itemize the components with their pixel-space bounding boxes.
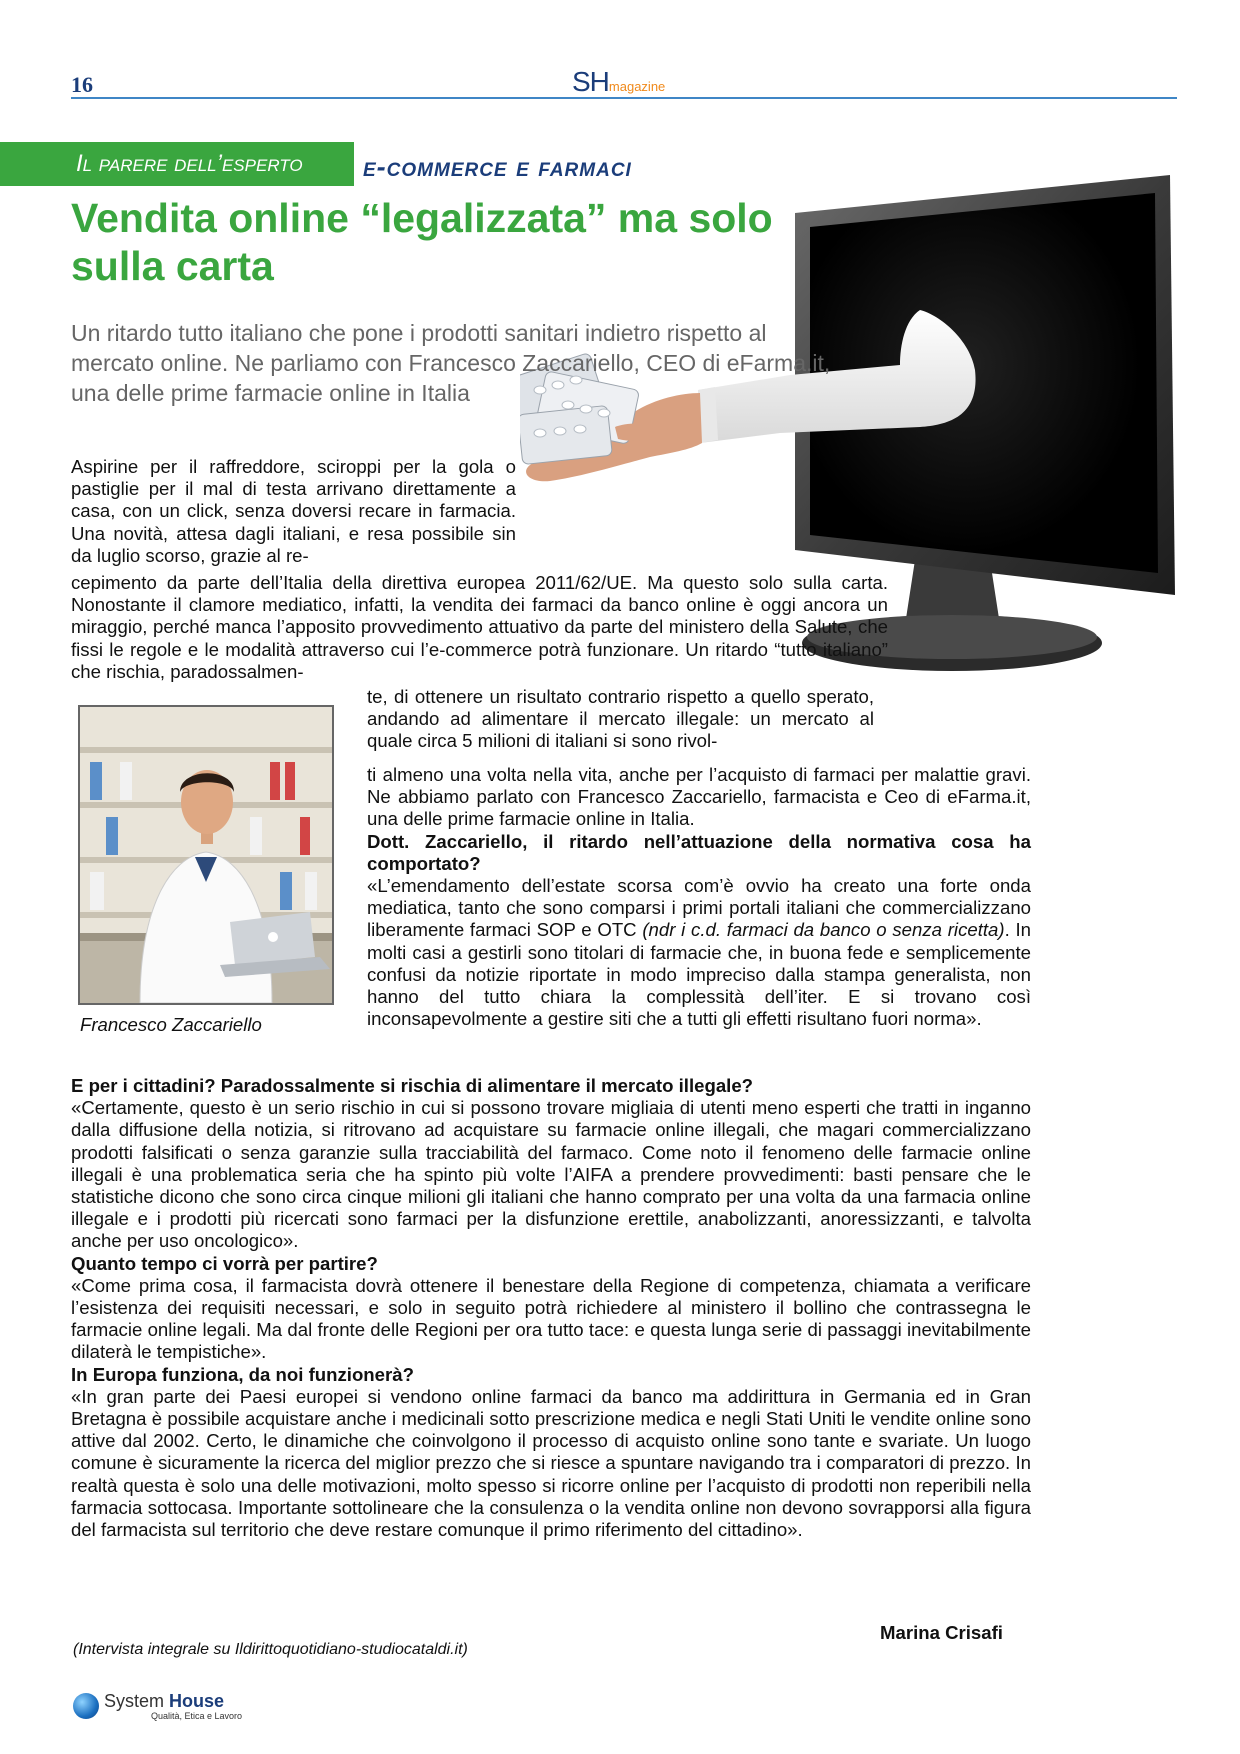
magazine-logo (572, 66, 665, 98)
answer-1-note: (ndr i c.d. farmaci da banco o senza ricetta) (642, 919, 1005, 941)
body-paragraph: ti almeno una volta nella vita, anche per l’acquisto di farmaci per malattie gravi. Ne abbiamo parlato con Francesco Zaccariello, farmacista e Ceo di eFarma.it, una delle prime farmacie online in Italia. (367, 764, 1031, 830)
portrait-illustration (80, 707, 332, 1003)
interview-answer-3: «Come prima cosa, il farmacista dovrà ottenere il benestare della Regione di competenza, chiamata a verificare l’esistenza dei requisiti necessari, e solo in seguito potrà richiedere al ministero il bollino che contrassegna le farmacie online legali. Ma dal fronte delle Regioni per ora tutto tace: e questa lunga serie di passaggi inevitabilmente dilaterà le tempistiche». (71, 1274, 1031, 1363)
footer-brand-bold: House (169, 1691, 225, 1711)
interview-question-3: Quanto tempo ci vorrà per partire? (71, 1252, 378, 1274)
body-paragraph-wrap-1: te, di ottenere un risultato contrario rispetto a quello sperato, andando ad alimentare il mercato illegale: un mercato al quale circa 5 milioni di italiani si sono rivol- (367, 686, 874, 752)
headline: Vendita online “legalizzata” ma solo sulla carta (71, 195, 773, 289)
interview-answer-1 (367, 875, 1031, 1030)
section-tag-label: Il parere dell’esperto (76, 150, 303, 177)
answer-1-text-end: . In molti casi a gestirli sono titolari di farmacie che, in buona fede e semplicemente confusi da notizie riportate in modo impreciso dalla stampa generalista, non hanno del tutto chiara la complessità dell’iter. E si trovano così inconsapevolmente a gestire siti che a tutti gli effetti risultano fuori norma». (367, 919, 1031, 1030)
interview-question-1: Dott. Zaccariello, il ritardo nell’attuazione della normativa cosa ha comportato? (367, 830, 1031, 874)
portrait-caption: Francesco Zaccariello (80, 1014, 262, 1035)
answer-1-text-start: «L’emendamento dell’estate scorsa com’è ovvio ha creato una forte onda mediatica, tanto che sono comparsi i primi portali italiani che commercializzano liberamente farmaci SOP e OTC (367, 875, 1031, 941)
globe-icon (73, 1693, 99, 1719)
interview-question-4: In Europa funziona, da noi funzionerà? (71, 1363, 414, 1385)
page-number: 16 (71, 72, 93, 97)
logo-main: SH (572, 66, 609, 97)
standfirst: Un ritardo tutto italiano che pone i prodotti sanitari indietro rispetto al mercato online. Ne parliamo con Francesco Zaccariello, CEO di eFarma.it, una delle prime farmacie online in Italia (71, 320, 831, 406)
section-topic: e-commerce e farmaci (363, 152, 632, 182)
author-byline: Marina Crisafi (880, 1622, 1003, 1643)
body-column-full (71, 1075, 1031, 1541)
header-rule (71, 97, 1177, 99)
intro-paragraph-part-1: Aspirine per il raffreddore, sciroppi per la gola o pastiglie per il mal di testa arrivano direttamente a casa, con un click, senza doversi recare in farmacia. Una novità, attesa dagli italiani, e resa possibile sin da luglio scorso, grazie al re- (71, 456, 516, 566)
footer-brand-light: System (104, 1691, 170, 1711)
interview-answer-2: «Certamente, questo è un serio rischio in cui si possono trovare migliaia di utenti meno esperti che tratti in inganno dalla diffusione della notizia, si ritrovano ad acquistare su farmacie online illegali, che magari commercializzano prodotti falsificati o senza garanzie sulla tracciabilità del farmaco. Come noto il fenomeno delle farmacie online illegali è una problematica seria che ha spinto più volte l’AIFA a prendere provvedimenti: basti pensare che le statistiche dicono che sono circa cinque milioni gli italiani che hanno comprato per una volta da una farmacia online illegale e i prodotti più ricercati sono farmaci per la disfunzione erettile, anabolizzanti, anoressizzanti, e talvolta anche per uso oncologico». (71, 1097, 1031, 1252)
interview-answer-4: «In gran parte dei Paesi europei si vendono online farmaci da banco ma addirittura in Germania ed in Gran Bretagna è possibile acquistare anche i medicinali sotto prescrizione medica e negli Stati Uniti le vendite online sono attive dal 2002. Certo, le dinamiche che coinvolgono il processo di acquisto online sono tante e svariate. Un luogo comune è sicuramente la ricerca del miglior prezzo che si riesce a spuntare navigando tra i comparatori di prezzo. In realtà questa è solo una delle motivazioni, molto spesso si ricorre online per l’acquisto di prodotti non reperibili nella farmacia sottocasa. Importante sottolineare che la consulenza o la vendita online non devono sovrapporsi alla figura del farmacista sul territorio che deve restare comunque il primo riferimento del cittadino». (71, 1385, 1031, 1541)
portrait-photo (78, 705, 334, 1005)
logo-sub: magazine (608, 79, 666, 94)
footer-tagline: Qualità, Etica e Lavoro (151, 1711, 243, 1721)
interview-question-2: E per i cittadini? Paradossalmente si rischia di alimentare il mercato illegale? (71, 1075, 754, 1096)
section-tag (0, 142, 354, 186)
footer-brand (104, 1691, 224, 1712)
source-note: (Intervista integrale su Ildirittoquotidiano-studiocataldi.it) (73, 1641, 468, 1658)
body-column-wrap-2 (367, 764, 1031, 1030)
intro-paragraph-part-2: cepimento da parte dell’Italia della direttiva europea 2011/62/UE. Ma questo solo sulla carta. Nonostante il clamore mediatico, infatti, la vendita dei farmaci da banco online è oggi ancora un miraggio, perché manca l’apposito provvedimento attuativo da parte del ministero della Salute, che fissi le regole e le modalità attraverso cui l’e-commerce potrà funzionare. Un ritardo “tutto italiano” che rischia, paradossalmen- (71, 572, 888, 682)
